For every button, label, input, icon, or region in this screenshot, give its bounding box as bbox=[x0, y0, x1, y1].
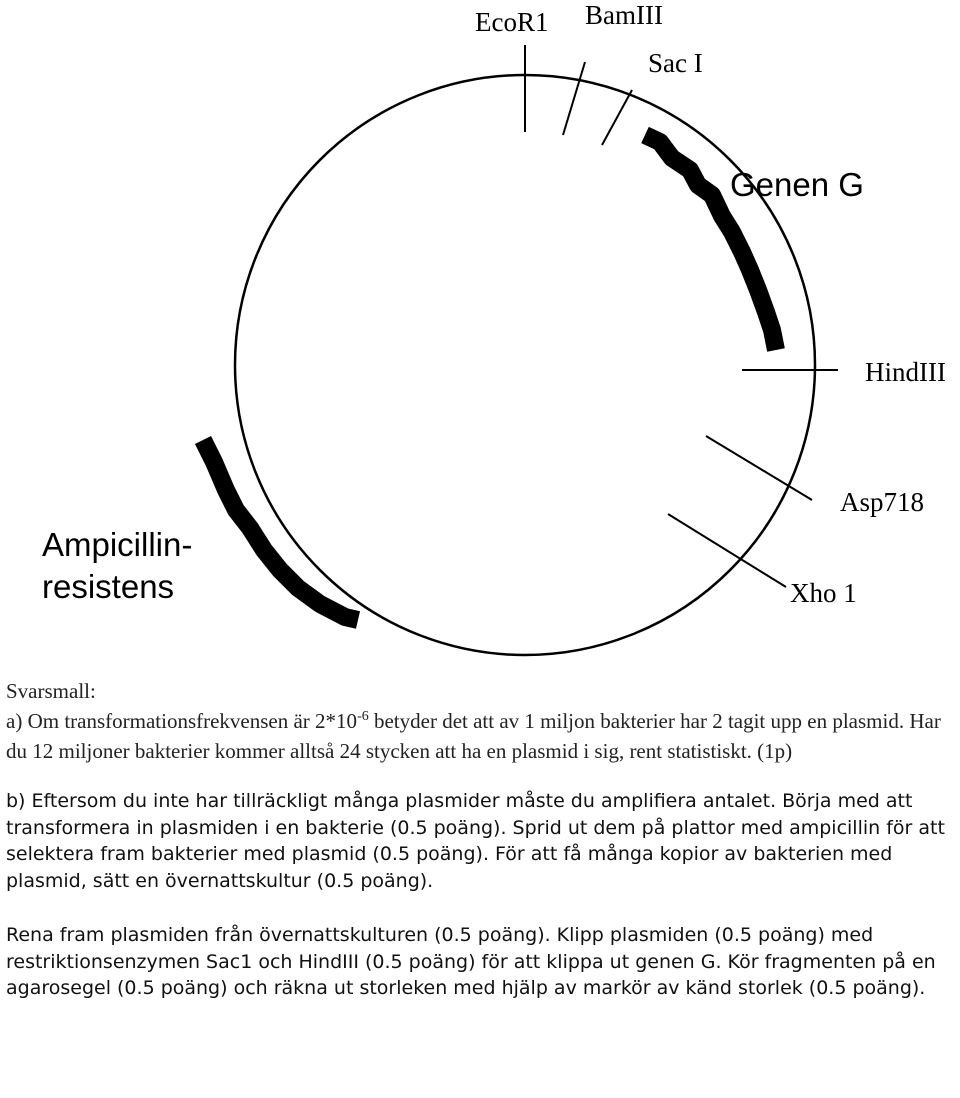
answer-a bbox=[6, 706, 946, 766]
plasmid-circle bbox=[235, 75, 815, 655]
gene-g-label: Genen G bbox=[730, 166, 864, 203]
ampicillin-label-line2: resistens bbox=[42, 568, 175, 605]
hindiii-label: HindIII bbox=[865, 357, 946, 387]
answer-heading: Svarsmall: bbox=[6, 679, 96, 703]
ecor1-label: EcoR1 bbox=[475, 7, 549, 37]
answer-a-exponent: -6 bbox=[357, 709, 369, 724]
answer-b-paragraph-1: b) Eftersom du inte har tillräckligt många plasmider måste du amplifiera antalet. Börja med att transformera in plasmiden i en bakterie (0.5 poäng). Sprid ut dem på plattor med ampicillin för att selektera fram bakterier med plasmid (0.5 poäng). För att få många kopior av bakterien med plasmid, sätt en övernattskultur (0.5 poäng). bbox=[6, 790, 945, 892]
saci-label: Sac I bbox=[648, 48, 703, 78]
bamiii-site-mark bbox=[563, 62, 585, 135]
bamiii-label: BamIII bbox=[585, 0, 663, 30]
answer-a-part2: betyder det att av 1 miljon bakterier har 2 tagit upp en plasmid. Har du 12 miljoner bakterier kommer alltså 24 stycken att ha en plasmid i sig, rent statistiskt. (1p) bbox=[6, 709, 941, 763]
answer-b-paragraph-2: Rena fram plasmiden från övernattskulturen (0.5 poäng). Klipp plasmiden (0.5 poäng) med restriktionsenzymen Sac1 och HindIII (0.5 poäng) för att klippa ut genen G. Kör fragmenten på en agarosegel (0.5 poäng) och räkna ut storleken med hjälp av markör av känd storlek (0.5 poäng). bbox=[6, 924, 936, 999]
saci-site-mark bbox=[602, 90, 632, 145]
answer-a-part1: a) Om transformationsfrekvensen är 2*10 bbox=[6, 709, 358, 733]
answer-section bbox=[6, 676, 946, 1002]
xho1-label: Xho 1 bbox=[790, 578, 857, 608]
ampicillin-label-line1: Ampicillin- bbox=[42, 526, 193, 563]
asp718-label: Asp718 bbox=[840, 487, 925, 517]
ampicillin-segment bbox=[203, 440, 358, 620]
